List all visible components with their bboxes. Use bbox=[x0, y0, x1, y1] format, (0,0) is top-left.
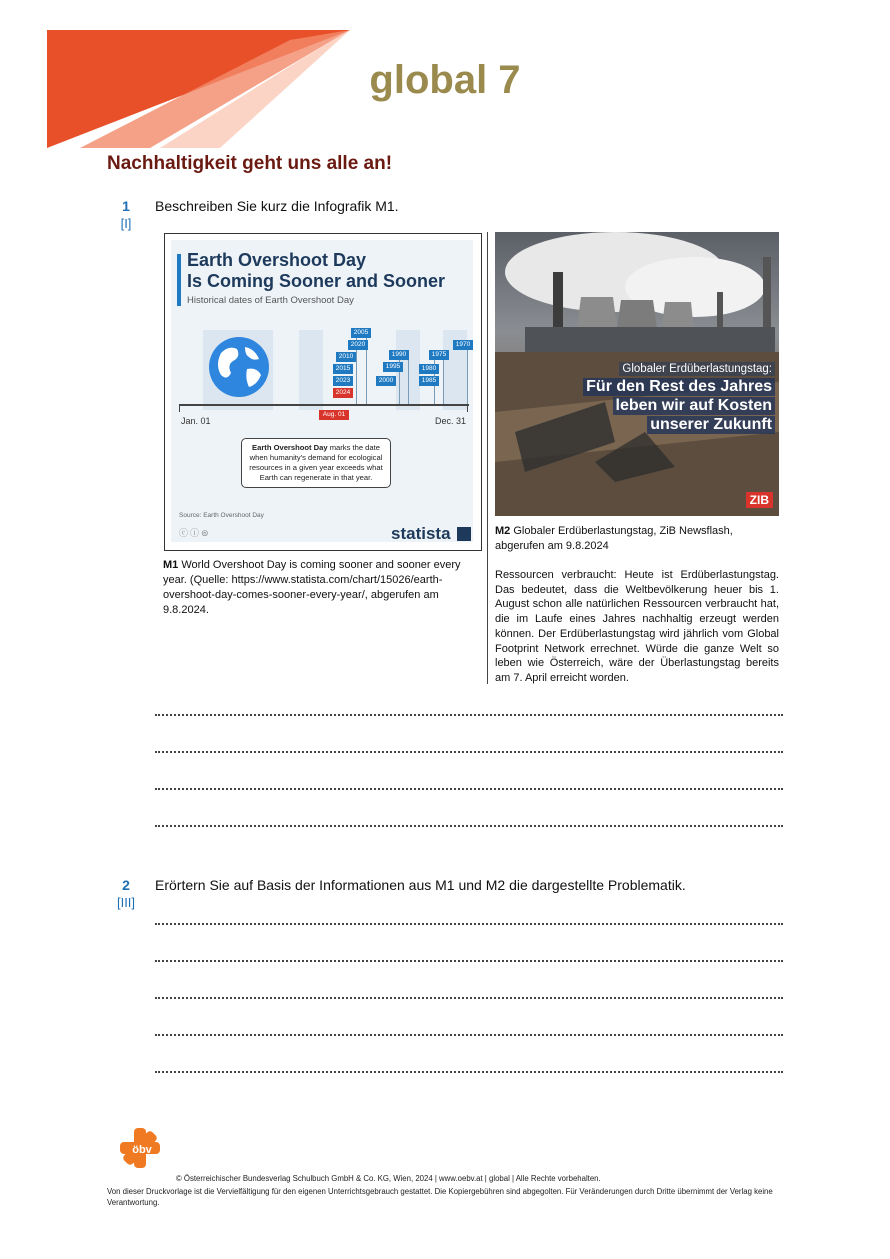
timeline-stem bbox=[443, 360, 444, 404]
current-date-label: Aug. 01 bbox=[319, 410, 349, 420]
task-text: Erörtern Sie auf Basis der Informationen aus M1 und M2 die dargestellte Problematik. bbox=[155, 877, 686, 893]
license-icons: ⓒⓘ⊜ bbox=[179, 528, 211, 538]
overlay-headline-1: Für den Rest des Jahres bbox=[583, 378, 775, 396]
zib-badge: ZIB bbox=[746, 492, 773, 508]
footer-disclaimer: Von dieser Druckvorlage ist die Vervielfältigung für den eigenen Unterrichtsgebrauch gestattet. Die Kopiergebühren sind abgegolten. Für Veränderungen durch Dritte übernimmt der Verlag keine Verantwortung. bbox=[107, 1187, 773, 1207]
infographic-title-2: Is Coming Sooner and Sooner bbox=[187, 271, 446, 291]
m1-caption-text: World Overshoot Day is coming sooner and sooner every year. (Quelle: https://www.statista.com/chart/15026/earth-overshoot-day-comes-sooner-every-year/, abgerufen am 9.8.2024. bbox=[163, 559, 461, 616]
year-label: 2000 bbox=[376, 376, 396, 386]
footer-copyright: © Österreichischer Bundesverlag Schulbuch GmbH & Co. KG, Wien, 2024 | www.oebv.at | global | Alle Rechte vorbehalten. bbox=[176, 1174, 601, 1183]
axis-tick bbox=[467, 404, 468, 412]
answer-line[interactable] bbox=[155, 1034, 783, 1036]
answer-line[interactable] bbox=[155, 751, 783, 753]
m1-caption bbox=[163, 558, 468, 618]
year-label: 2010 bbox=[336, 352, 356, 362]
year-label: 1975 bbox=[429, 350, 449, 360]
section-title: Nachhaltigkeit geht uns alle an! bbox=[107, 153, 393, 174]
news-photo-m2 bbox=[495, 232, 779, 516]
axis-end-label: Dec. 31 bbox=[435, 416, 467, 426]
task-level: [III] bbox=[116, 895, 136, 910]
title-accent bbox=[177, 254, 181, 306]
m1-label: M1 bbox=[163, 559, 179, 571]
column-divider bbox=[487, 232, 488, 684]
infographic-panel bbox=[171, 240, 473, 542]
year-label: 2023 bbox=[333, 376, 353, 386]
m2-body: Ressourcen verbraucht: Heute ist Erdüberlastungstag. Das bedeutet, dass die Weltbevölkerung heuer bis 1. August schon alle natürlichen Ressourcen verbraucht hat, die im Laufe eines Jahres nachhaltig erzeugt werden können. Der Erdüberlastungstag wird jährlich vom Global Footprint Network errechnet. Würde die ganze Welt so leben wie Österreich, wäre der Überlastungstag bereits am 7. April erreicht worden. bbox=[495, 569, 779, 684]
answer-line[interactable] bbox=[155, 714, 783, 716]
infographic-subtitle: Historical dates of Earth Overshoot Day bbox=[187, 295, 354, 306]
answer-line[interactable] bbox=[155, 825, 783, 827]
definition-note bbox=[241, 438, 391, 488]
infographic-title-1: Earth Overshoot Day bbox=[187, 250, 367, 270]
year-label: 2005 bbox=[351, 328, 371, 338]
statista-logo: statista bbox=[391, 524, 451, 543]
answer-line[interactable] bbox=[155, 960, 783, 962]
timeline-stem bbox=[467, 350, 468, 404]
year-label: 1990 bbox=[389, 350, 409, 360]
globe-icon bbox=[207, 335, 271, 399]
page-title: global 7 bbox=[369, 58, 521, 102]
timeline-axis bbox=[179, 404, 469, 406]
timeline-band bbox=[299, 330, 323, 410]
definition-term: Earth Overshoot Day bbox=[252, 443, 328, 452]
task-level: [I] bbox=[120, 216, 132, 231]
axis-tick bbox=[179, 404, 180, 412]
m2-label: M2 bbox=[495, 525, 511, 537]
task-text: Beschreiben Sie kurz die Infografik M1. bbox=[155, 198, 399, 214]
answer-line[interactable] bbox=[155, 923, 783, 925]
answer-line[interactable] bbox=[155, 788, 783, 790]
timeline-stem bbox=[408, 360, 409, 404]
year-label: 1970 bbox=[453, 340, 473, 350]
year-label: 1985 bbox=[419, 376, 439, 386]
answer-line[interactable] bbox=[155, 997, 783, 999]
axis-start-label: Jan. 01 bbox=[181, 416, 211, 426]
overlay-kicker: Globaler Erdüberlastungstag: bbox=[619, 362, 775, 376]
task-number: 2 bbox=[122, 877, 130, 893]
year-label: 2020 bbox=[348, 340, 368, 350]
overlay-headline-2: leben wir auf Kosten bbox=[613, 397, 775, 415]
oebv-logo-text: öbv bbox=[132, 1144, 152, 1156]
task-number: 1 bbox=[122, 198, 130, 214]
year-label: 1980 bbox=[419, 364, 439, 374]
overlay-headline-3: unserer Zukunft bbox=[647, 416, 775, 434]
year-label: 1995 bbox=[383, 362, 403, 372]
year-label-current: 2024 bbox=[333, 388, 353, 398]
statista-mark-icon bbox=[457, 527, 471, 541]
answer-line[interactable] bbox=[155, 1071, 783, 1073]
m2-caption bbox=[495, 524, 779, 554]
m2-caption-text: Globaler Erdüberlastungstag, ZiB Newsflash, abgerufen am 9.8.2024 bbox=[495, 525, 733, 552]
definition-text: marks the date when humanity's demand for ecological resources in a given year exceeds what Earth can regenerate in that year. bbox=[249, 443, 383, 482]
infographic-m1 bbox=[164, 233, 482, 551]
infographic-source: Source: Earth Overshoot Day bbox=[179, 512, 264, 519]
year-label: 2015 bbox=[333, 364, 353, 374]
